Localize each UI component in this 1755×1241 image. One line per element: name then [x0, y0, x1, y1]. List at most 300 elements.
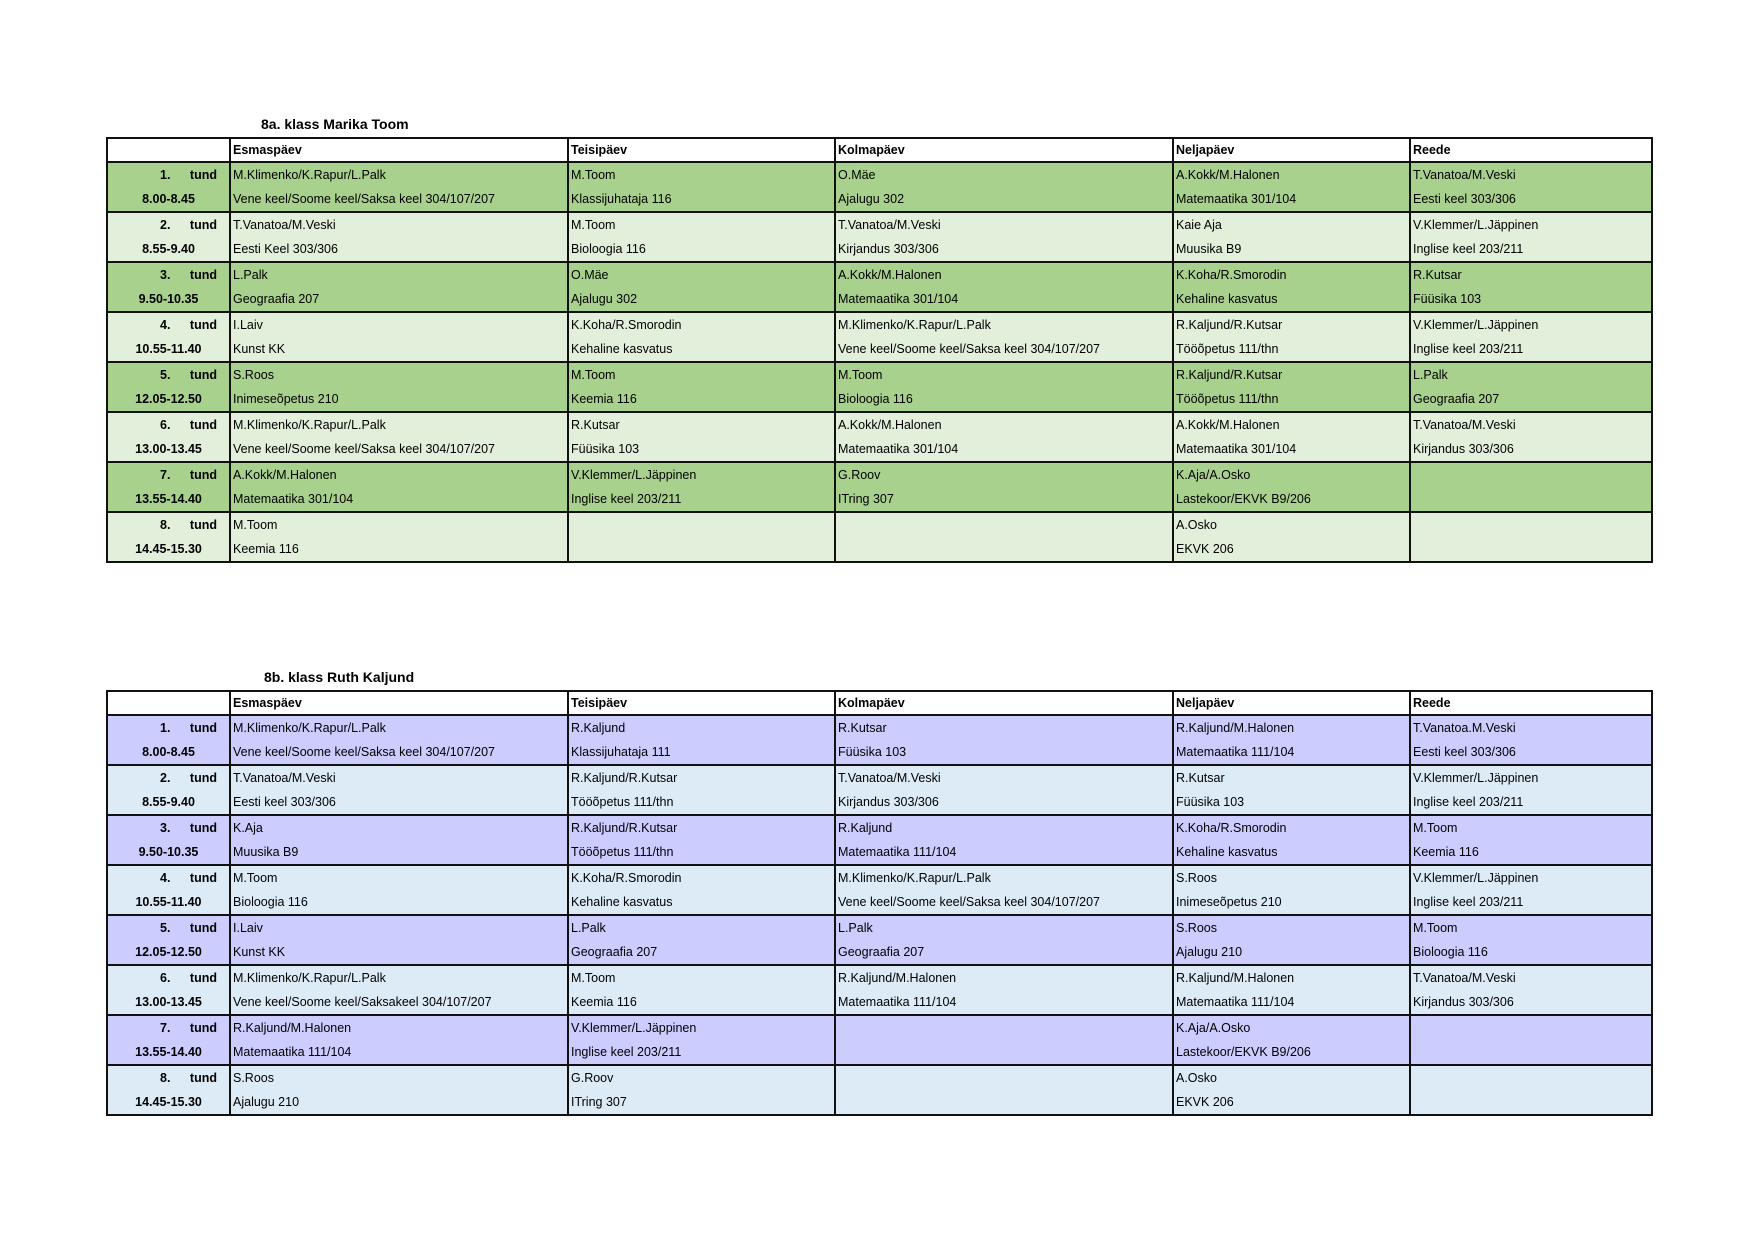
lesson-number: 7. — [160, 468, 171, 482]
subject-room: Kirjandus 303/306 — [1413, 995, 1514, 1009]
lesson-unit: tund — [189, 971, 217, 985]
subject-room: EKVK 206 — [1176, 1095, 1234, 1109]
teacher-name: S.Roos — [233, 368, 274, 382]
lesson-number-line — [110, 816, 227, 840]
subject-room: Bioloogia 116 — [838, 392, 913, 406]
subject-room: Geograafia 207 — [838, 945, 925, 959]
lesson-cell — [835, 865, 1173, 915]
lesson-number-line — [110, 313, 227, 337]
lesson-cell — [1410, 915, 1652, 965]
lesson-cell — [1173, 462, 1410, 512]
lesson-cell — [1173, 162, 1410, 212]
lesson-number: 4. — [160, 871, 171, 885]
corner-cell — [107, 138, 230, 162]
subject-room — [1413, 537, 1649, 561]
lesson-number: 8. — [160, 518, 171, 532]
teacher-name: K.Koha/R.Smorodin — [571, 871, 682, 885]
lesson-number: 8. — [160, 1071, 171, 1085]
lesson-cell — [230, 965, 568, 1015]
lesson-unit: tund — [189, 218, 217, 232]
lesson-number-line — [110, 363, 227, 387]
teacher-name: M.Klimenko/K.Rapur/L.Palk — [233, 971, 386, 985]
subject-room: Kirjandus 303/306 — [1413, 442, 1514, 456]
teacher-name: K.Koha/R.Smorodin — [1176, 268, 1287, 282]
lesson-row — [107, 1015, 1652, 1065]
lesson-cell — [1410, 715, 1652, 765]
lesson-cell — [835, 915, 1173, 965]
lesson-number-line — [110, 1016, 227, 1040]
lesson-label — [107, 815, 230, 865]
lesson-cell — [1173, 815, 1410, 865]
lesson-row — [107, 865, 1652, 915]
subject-room: Inglise keel 203/211 — [571, 1045, 682, 1059]
lesson-row — [107, 715, 1652, 765]
teacher-name: M.Klimenko/K.Rapur/L.Palk — [838, 318, 991, 332]
teacher-name: R.Kaljund — [571, 721, 626, 735]
teacher-name: L.Palk — [1413, 368, 1448, 382]
lesson-cell — [835, 512, 1173, 562]
subject-room: Muusika B9 — [233, 845, 299, 859]
lesson-cell — [1173, 1065, 1410, 1115]
teacher-name: A.Kokk/M.Halonen — [1176, 168, 1280, 182]
lesson-time: 8.00-8.45 — [142, 745, 195, 759]
day-header: Esmaspäev — [230, 138, 568, 162]
teacher-name: A.Osko — [1176, 518, 1217, 532]
subject-room: Lastekoor/EKVK B9/206 — [1176, 492, 1311, 506]
teacher-name: R.Kaljund/R.Kutsar — [571, 821, 678, 835]
lesson-cell — [230, 312, 568, 362]
teacher-name: M.Toom — [233, 871, 278, 885]
teacher-name: M.Klimenko/K.Rapur/L.Palk — [838, 871, 991, 885]
lesson-unit: tund — [189, 821, 217, 835]
teacher-name: M.Klimenko/K.Rapur/L.Palk — [233, 418, 386, 432]
subject-room: Tööõpetus 111/thn — [571, 795, 674, 809]
lesson-number-line — [110, 163, 227, 187]
subject-room: Geograafia 207 — [1413, 392, 1500, 406]
lesson-unit: tund — [189, 771, 217, 785]
lesson-cell — [1173, 865, 1410, 915]
lesson-unit: tund — [189, 268, 217, 282]
lesson-unit: tund — [189, 1071, 217, 1085]
lesson-cell — [1173, 715, 1410, 765]
lesson-cell — [1173, 1015, 1410, 1065]
lesson-cell — [230, 1065, 568, 1115]
lesson-cell — [835, 362, 1173, 412]
subject-room — [838, 1040, 1170, 1064]
lesson-cell — [568, 212, 835, 262]
teacher-name: R.Kaljund/M.Halonen — [1176, 971, 1295, 985]
subject-room: Kehaline kasvatus — [571, 895, 673, 909]
lesson-cell — [1173, 915, 1410, 965]
teacher-name: L.Palk — [233, 268, 268, 282]
lesson-cell — [1410, 362, 1652, 412]
teacher-name: Kaie Aja — [1176, 218, 1222, 232]
lesson-cell — [1410, 865, 1652, 915]
lesson-label — [107, 915, 230, 965]
teacher-name: K.Koha/R.Smorodin — [1176, 821, 1287, 835]
subject-room: ITring 307 — [571, 1095, 627, 1109]
lesson-number: 1. — [160, 721, 171, 735]
subject-room: Inimeseõpetus 210 — [233, 392, 339, 406]
subject-room — [571, 537, 832, 561]
teacher-name: T.Vanatoa/M.Veski — [233, 771, 336, 785]
lesson-cell — [230, 462, 568, 512]
teacher-name: R.Kaljund — [838, 821, 893, 835]
lesson-time: 12.05-12.50 — [135, 945, 202, 959]
subject-room: Matemaatika 111/104 — [1176, 995, 1295, 1009]
day-header: Reede — [1410, 138, 1652, 162]
lesson-number-line — [110, 413, 227, 437]
day-header: Teisipäev — [568, 138, 835, 162]
subject-room: Füüsika 103 — [1176, 795, 1245, 809]
lesson-number: 3. — [160, 268, 171, 282]
lesson-unit: tund — [189, 871, 217, 885]
subject-room: Kunst KK — [233, 342, 286, 356]
lesson-number: 6. — [160, 418, 171, 432]
teacher-name: V.Klemmer/L.Jäppinen — [1413, 871, 1539, 885]
subject-room — [1413, 1040, 1649, 1064]
subject-room: Vene keel/Soome keel/Saksa keel 304/107/207 — [233, 442, 495, 456]
teacher-name: M.Toom — [571, 368, 616, 382]
lesson-cell — [1173, 212, 1410, 262]
lesson-number-line — [110, 1066, 227, 1090]
subject-room: Klassijuhataja 116 — [571, 192, 672, 206]
lesson-row — [107, 965, 1652, 1015]
subject-room: Kirjandus 303/306 — [838, 242, 939, 256]
subject-room: ITring 307 — [838, 492, 894, 506]
lesson-number-line — [110, 916, 227, 940]
teacher-name: G.Roov — [571, 1071, 614, 1085]
subject-room: Matemaatika 301/104 — [838, 292, 959, 306]
lesson-number-line — [110, 463, 227, 487]
subject-room: Vene keel/Soome keel/Saksa keel 304/107/207 — [233, 745, 495, 759]
subject-room: Tööõpetus 111/thn — [571, 845, 674, 859]
subject-room: Geograafia 207 — [571, 945, 658, 959]
subject-room: Matemaatika 111/104 — [233, 1045, 352, 1059]
teacher-name: R.Kaljund/R.Kutsar — [571, 771, 678, 785]
lesson-row — [107, 815, 1652, 865]
subject-room: Kehaline kasvatus — [571, 342, 673, 356]
teacher-name: O.Mäe — [571, 268, 609, 282]
lesson-cell — [835, 965, 1173, 1015]
day-header: Kolmapäev — [835, 691, 1173, 715]
lesson-row — [107, 412, 1652, 462]
teacher-name: M.Klimenko/K.Rapur/L.Palk — [233, 168, 386, 182]
lesson-number: 4. — [160, 318, 171, 332]
subject-room: Ajalugu 302 — [571, 292, 638, 306]
teacher-name — [1413, 463, 1649, 487]
lesson-cell — [230, 715, 568, 765]
lesson-cell — [568, 462, 835, 512]
subject-room: Tööõpetus 111/thn — [1176, 342, 1279, 356]
subject-room: Vene keel/Soome keel/Saksakeel 304/107/207 — [233, 995, 492, 1009]
teacher-name: S.Roos — [233, 1071, 274, 1085]
lesson-cell — [230, 362, 568, 412]
teacher-name: I.Laiv — [233, 318, 263, 332]
subject-room: Geograafia 207 — [233, 292, 320, 306]
lesson-label — [107, 1065, 230, 1115]
lesson-cell — [568, 362, 835, 412]
lesson-label — [107, 1015, 230, 1065]
lesson-number: 3. — [160, 821, 171, 835]
lesson-row — [107, 362, 1652, 412]
teacher-name — [1413, 513, 1649, 537]
teacher-name: R.Kutsar — [1176, 771, 1225, 785]
subject-room: Matemaatika 111/104 — [1176, 745, 1295, 759]
subject-room: Kehaline kasvatus — [1176, 845, 1278, 859]
lesson-cell — [230, 162, 568, 212]
subject-room: Keemia 116 — [571, 995, 637, 1009]
day-header: Teisipäev — [568, 691, 835, 715]
lesson-cell — [1410, 1015, 1652, 1065]
lesson-row — [107, 765, 1652, 815]
teacher-name: S.Roos — [1176, 871, 1217, 885]
lesson-unit: tund — [189, 721, 217, 735]
teacher-name: R.Kaljund/M.Halonen — [233, 1021, 352, 1035]
table-caption: 8b. klass Ruth Kaljund — [264, 669, 415, 685]
schedule-table — [106, 137, 1653, 563]
lesson-number-line — [110, 966, 227, 990]
lesson-number: 5. — [160, 921, 171, 935]
subject-room: Matemaatika 301/104 — [838, 442, 959, 456]
lesson-number-line — [110, 263, 227, 287]
teacher-name: V.Klemmer/L.Jäppinen — [1413, 218, 1539, 232]
lesson-cell — [1173, 362, 1410, 412]
lesson-number-line — [110, 213, 227, 237]
subject-room: Eesti keel 303/306 — [1413, 745, 1516, 759]
teacher-name: T.Vanatoa.M.Veski — [1413, 721, 1516, 735]
corner-cell — [107, 691, 230, 715]
lesson-time: 9.50-10.35 — [138, 845, 199, 859]
lesson-cell — [1410, 212, 1652, 262]
lesson-time: 12.05-12.50 — [135, 392, 202, 406]
teacher-name — [1413, 1016, 1649, 1040]
teacher-name: K.Koha/R.Smorodin — [571, 318, 682, 332]
teacher-name: V.Klemmer/L.Jäppinen — [571, 468, 697, 482]
header-row — [107, 691, 1652, 715]
subject-room: Ajalugu 210 — [1176, 945, 1243, 959]
subject-room: Vene keel/Soome keel/Saksa keel 304/107/207 — [233, 192, 495, 206]
lesson-unit: tund — [189, 418, 217, 432]
lesson-unit: tund — [189, 518, 217, 532]
lesson-cell — [568, 512, 835, 562]
lesson-time: 8.00-8.45 — [142, 192, 195, 206]
table-caption: 8a. klass Marika Toom — [261, 116, 409, 132]
teacher-name: I.Laiv — [233, 921, 263, 935]
subject-room: Lastekoor/EKVK B9/206 — [1176, 1045, 1311, 1059]
subject-room: Klassijuhataja 111 — [571, 745, 671, 759]
teacher-name: M.Klimenko/K.Rapur/L.Palk — [233, 721, 386, 735]
subject-room — [838, 1090, 1170, 1114]
lesson-label — [107, 362, 230, 412]
lesson-label — [107, 865, 230, 915]
lesson-cell — [1410, 1065, 1652, 1115]
subject-room: Ajalugu 210 — [233, 1095, 300, 1109]
lesson-cell — [1410, 162, 1652, 212]
lesson-cell — [568, 262, 835, 312]
lesson-cell — [230, 412, 568, 462]
teacher-name: M.Toom — [838, 368, 883, 382]
lesson-number-line — [110, 716, 227, 740]
teacher-name: M.Toom — [1413, 921, 1458, 935]
day-header: Neljapäev — [1173, 691, 1410, 715]
lesson-number: 7. — [160, 1021, 171, 1035]
lesson-cell — [568, 815, 835, 865]
teacher-name — [1413, 1066, 1649, 1090]
lesson-cell — [568, 865, 835, 915]
subject-room: Kirjandus 303/306 — [838, 795, 939, 809]
teacher-name: R.Kaljund/M.Halonen — [838, 971, 957, 985]
subject-room: Matemaatika 111/104 — [838, 845, 957, 859]
teacher-name: M.Toom — [571, 218, 616, 232]
teacher-name: T.Vanatoa/M.Veski — [1413, 168, 1516, 182]
teacher-name: T.Vanatoa/M.Veski — [233, 218, 336, 232]
lesson-cell — [568, 162, 835, 212]
subject-room: Keemia 116 — [571, 392, 637, 406]
lesson-time: 8.55-9.40 — [142, 242, 195, 256]
teacher-name: M.Toom — [571, 971, 616, 985]
lesson-row — [107, 512, 1652, 562]
lesson-unit: tund — [189, 368, 217, 382]
lesson-row — [107, 1065, 1652, 1115]
lesson-cell — [230, 765, 568, 815]
subject-room: Füüsika 103 — [571, 442, 640, 456]
lesson-cell — [568, 765, 835, 815]
subject-room: Kehaline kasvatus — [1176, 292, 1278, 306]
lesson-cell — [835, 462, 1173, 512]
lesson-row — [107, 915, 1652, 965]
lesson-label — [107, 715, 230, 765]
lesson-cell — [835, 815, 1173, 865]
lesson-time: 13.55-14.40 — [135, 492, 202, 506]
lesson-label — [107, 462, 230, 512]
lesson-cell — [835, 212, 1173, 262]
day-header: Esmaspäev — [230, 691, 568, 715]
subject-room: Inglise keel 203/211 — [1413, 242, 1524, 256]
lesson-cell — [835, 1065, 1173, 1115]
lesson-cell — [1410, 512, 1652, 562]
lesson-cell — [835, 312, 1173, 362]
lesson-label — [107, 412, 230, 462]
teacher-name: T.Vanatoa/M.Veski — [1413, 971, 1516, 985]
subject-room: Eesti keel 303/306 — [1413, 192, 1516, 206]
lesson-number: 1. — [160, 168, 171, 182]
teacher-name: R.Kutsar — [838, 721, 887, 735]
lesson-time: 8.55-9.40 — [142, 795, 195, 809]
teacher-name — [838, 1066, 1170, 1090]
lesson-label — [107, 162, 230, 212]
lesson-cell — [1410, 815, 1652, 865]
lesson-cell — [568, 312, 835, 362]
lesson-cell — [568, 715, 835, 765]
teacher-name: R.Kaljund/M.Halonen — [1176, 721, 1295, 735]
lesson-cell — [835, 262, 1173, 312]
teacher-name: T.Vanatoa/M.Veski — [1413, 418, 1516, 432]
teacher-name — [571, 513, 832, 537]
lesson-cell — [835, 1015, 1173, 1065]
subject-room: Matemaatika 301/104 — [233, 492, 354, 506]
lesson-time: 13.55-14.40 — [135, 1045, 202, 1059]
lesson-cell — [1173, 262, 1410, 312]
subject-room — [1413, 487, 1649, 511]
teacher-name: K.Aja — [233, 821, 263, 835]
teacher-name: S.Roos — [1176, 921, 1217, 935]
subject-room: Bioloogia 116 — [1413, 945, 1488, 959]
subject-room: Keemia 116 — [233, 542, 299, 556]
lesson-label — [107, 965, 230, 1015]
lesson-row — [107, 312, 1652, 362]
lesson-unit: tund — [189, 168, 217, 182]
teacher-name: R.Kutsar — [1413, 268, 1462, 282]
subject-room — [838, 537, 1170, 561]
teacher-name: A.Osko — [1176, 1071, 1217, 1085]
lesson-number-line — [110, 866, 227, 890]
lesson-cell — [230, 865, 568, 915]
schedule-table — [106, 690, 1653, 1116]
lesson-time: 14.45-15.30 — [135, 542, 202, 556]
header-row — [107, 138, 1652, 162]
teacher-name: M.Toom — [571, 168, 616, 182]
day-header: Kolmapäev — [835, 138, 1173, 162]
lesson-cell — [1410, 965, 1652, 1015]
lesson-label — [107, 262, 230, 312]
lesson-number: 5. — [160, 368, 171, 382]
teacher-name: R.Kaljund/R.Kutsar — [1176, 368, 1283, 382]
lesson-time: 14.45-15.30 — [135, 1095, 202, 1109]
lesson-cell — [230, 262, 568, 312]
teacher-name: V.Klemmer/L.Jäppinen — [1413, 771, 1539, 785]
subject-room: Füüsika 103 — [838, 745, 907, 759]
subject-room: Keemia 116 — [1413, 845, 1479, 859]
teacher-name: O.Mäe — [838, 168, 876, 182]
teacher-name: R.Kutsar — [571, 418, 620, 432]
lesson-cell — [230, 212, 568, 262]
subject-room: EKVK 206 — [1176, 542, 1234, 556]
lesson-number-line — [110, 513, 227, 537]
lesson-label — [107, 512, 230, 562]
lesson-number: 2. — [160, 771, 171, 785]
teacher-name: M.Toom — [1413, 821, 1458, 835]
teacher-name — [838, 513, 1170, 537]
lesson-cell — [1173, 765, 1410, 815]
teacher-name: T.Vanatoa/M.Veski — [838, 218, 941, 232]
lesson-time: 13.00-13.45 — [135, 995, 202, 1009]
teacher-name: V.Klemmer/L.Jäppinen — [571, 1021, 697, 1035]
lesson-row — [107, 262, 1652, 312]
teacher-name — [838, 1016, 1170, 1040]
lesson-number: 2. — [160, 218, 171, 232]
subject-room: Inglise keel 203/211 — [1413, 342, 1524, 356]
subject-room — [1413, 1090, 1649, 1114]
lesson-cell — [1173, 512, 1410, 562]
lesson-row — [107, 212, 1652, 262]
lesson-cell — [230, 815, 568, 865]
teacher-name: R.Kaljund/R.Kutsar — [1176, 318, 1283, 332]
lesson-number-line — [110, 766, 227, 790]
lesson-unit: tund — [189, 318, 217, 332]
teacher-name: K.Aja/A.Osko — [1176, 1021, 1251, 1035]
teacher-name: L.Palk — [571, 921, 606, 935]
subject-room: Eesti keel 303/306 — [233, 795, 336, 809]
lesson-cell — [1173, 412, 1410, 462]
lesson-row — [107, 462, 1652, 512]
lesson-unit: tund — [189, 1021, 217, 1035]
lesson-cell — [568, 965, 835, 1015]
teacher-name: A.Kokk/M.Halonen — [838, 268, 942, 282]
subject-room: Muusika B9 — [1176, 242, 1242, 256]
lesson-cell — [1410, 462, 1652, 512]
lesson-time: 10.55-11.40 — [135, 342, 202, 356]
